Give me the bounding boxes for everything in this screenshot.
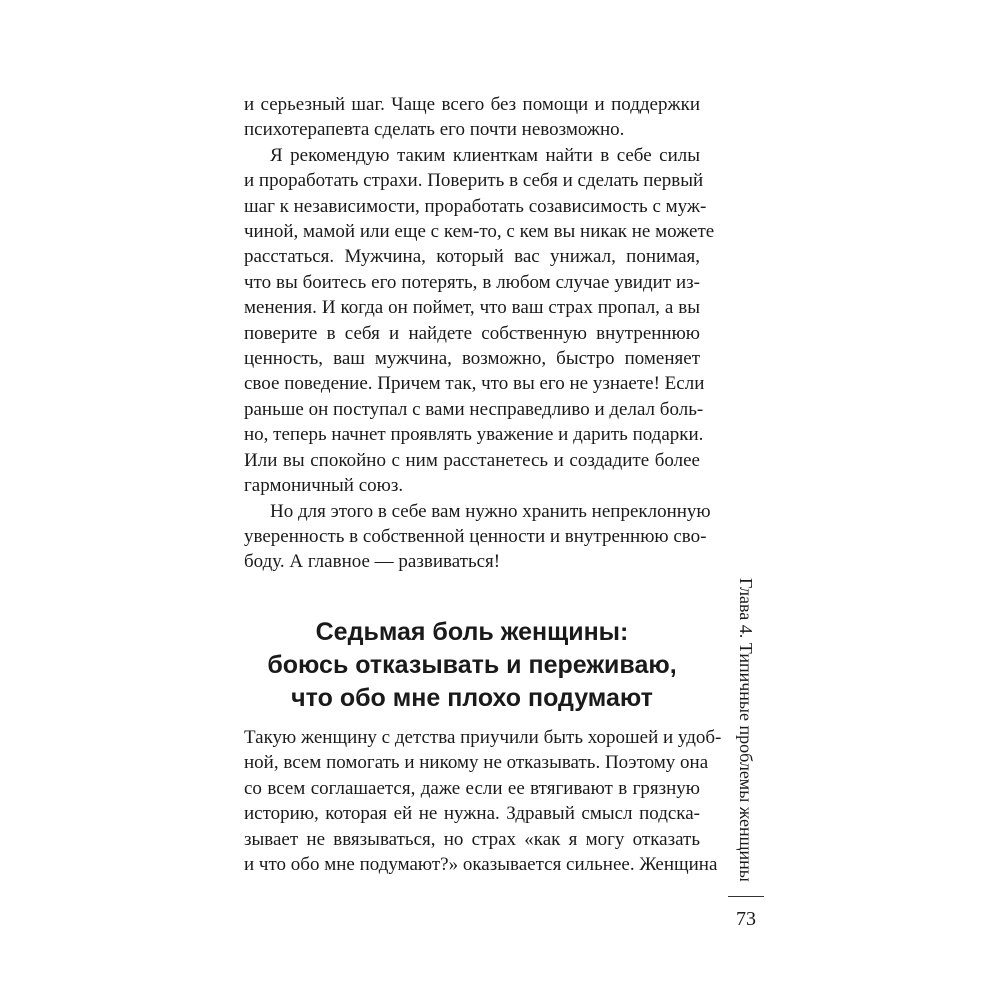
text-line: психотерапевта сделать его почти невозможно. (244, 119, 625, 141)
text-line: боду. А главное — развиваться! (244, 551, 501, 573)
text-line: что вы боитесь его потерять, в любом случае увидит из- (244, 271, 700, 293)
body-text-bottom (244, 725, 722, 877)
text-line: чиной, мамой или еще с кем-то, с кем вы никак не можете (244, 221, 715, 243)
heading-line: боюсь отказывать и переживаю, (267, 651, 677, 679)
text-line: Я рекомендую таким клиенткам найти в себе силы (270, 144, 700, 166)
text-line: и что обо мне подумают?» оказывается сильнее. Женщина (244, 854, 718, 876)
page-number-rule (728, 896, 764, 897)
text-line: и проработать страхи. Поверить в себя и сделать первый (244, 170, 704, 192)
text-line: раньше он поступал с вами несправедливо и делал боль- (244, 398, 704, 420)
text-line: свое поведение. Причем так, что вы его не узнаете! Если (244, 373, 705, 395)
text-line: со всем соглашается, даже если ее втягивают в грязную (244, 777, 700, 799)
text-line: шаг к независимости, проработать созависимость с муж- (244, 195, 707, 217)
text-line: Такую женщину с детства приучили быть хорошей и удоб- (244, 727, 722, 748)
text-line: расстаться. Мужчина, который вас унижал, понимая, (244, 246, 700, 268)
text-line: ценность, ваш мужчина, возможно, быстро поменяет (244, 348, 700, 370)
text-line: Но для этого в себе вам нужно хранить непреклонную (270, 500, 711, 522)
text-line: историю, которая ей не нужна. Здравый смысл подска- (244, 803, 700, 825)
text-line: Или вы спокойно с ним расстанетесь и создадите более (244, 449, 700, 471)
heading-line: что обо мне плохо подумают (291, 684, 653, 712)
text-line: зывает не ввязываться, но страх «как я могу отказать (244, 828, 700, 850)
text-line: уверенность в собственной ценности и внутреннюю сво- (244, 525, 707, 547)
body-text-top (244, 92, 715, 575)
running-head-vertical: Глава 4. Типичные проблемы женщины (736, 578, 756, 882)
text-line: ной, всем помогать и никому не отказывать. Поэтому она (244, 752, 709, 774)
heading-line: Седьмая боль женщины: (315, 618, 629, 646)
text-line: поверите в себя и найдете собственную внутреннюю (244, 322, 700, 344)
section-heading (244, 616, 700, 715)
text-line: гармоничный союз. (244, 475, 404, 497)
text-line: но, теперь начнет проявлять уважение и дарить подарки. (244, 424, 704, 446)
text-line: и серьезный шаг. Чаще всего без помощи и поддержки (244, 94, 700, 115)
page-number: 73 (736, 908, 756, 930)
text-line: менения. И когда он поймет, что ваш страх пропал, а вы (244, 297, 700, 319)
